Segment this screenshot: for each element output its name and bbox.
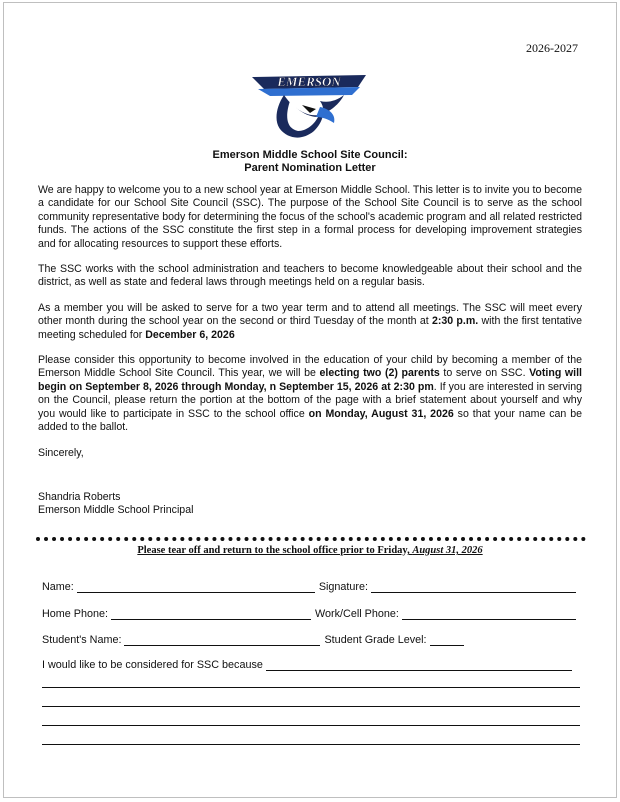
letter-page: [3, 2, 617, 798]
emerson-eagle-logo: [244, 65, 374, 145]
form-row-reason: [42, 657, 580, 671]
paragraph-2: The SSC works with the school administration and teachers to become knowledgeable about their school and the district, as well as state and federal laws through meetings held on a regular basis.: [38, 263, 582, 289]
signature-field[interactable]: [371, 581, 576, 593]
title-line-2: Parent Nomination Letter: [244, 162, 376, 174]
first-meeting-date: December 6, 2026: [145, 328, 235, 341]
principal-name: Shandria Roberts: [38, 491, 121, 503]
paragraph-3: As a member you will be asked to serve for a two year term and to attend all meetings. The SSC will meet every other month during the school year on the second or third Tuesday of the month at 2:30 p.m. with the first tentative meeting scheduled for December 6, 2026: [38, 301, 582, 341]
voting-dates: Voting will begin on September 8, 2026 through Monday, n September 15, 2026 at 2:30 pm: [38, 367, 582, 393]
name-label: Name:: [42, 581, 74, 593]
student-name-label: Student's Name:: [42, 634, 122, 646]
name-field[interactable]: [77, 581, 315, 593]
form-row-name: [42, 579, 580, 593]
tear-off-line: [36, 537, 586, 541]
return-date: on Monday, August 31, 2026: [308, 407, 454, 420]
work-phone-label: Work/Cell Phone:: [315, 608, 399, 620]
home-phone-label: Home Phone:: [42, 608, 109, 620]
principal-role: Emerson Middle School Principal: [38, 504, 194, 517]
reason-field[interactable]: [266, 659, 572, 671]
grade-level-label: Student Grade Level:: [324, 634, 427, 646]
student-name-field[interactable]: [124, 634, 320, 646]
signature-label: Signature:: [318, 581, 369, 593]
reason-line-3[interactable]: [42, 725, 580, 726]
paragraph-4: Please consider this opportunity to become involved in the education of your child by becoming a member of the Emerson Middle School Site Council. This year, we will be electing two (2) parents to serve on SSC. Voting will begin on September 8, 2026 through Monday, n September 15, 2026 at 2:30 pm. If you are interested in serving on the Council, please return the portion at the bottom of the page with a brief statement about yourself and why you would like to participate in SSC to the school office on Monday, August 31, 2026 so that your name can be added to the ballot.: [38, 354, 583, 434]
title-line-1: Emerson Middle School Site Council:: [212, 149, 408, 161]
consider-label: I would like to be considered for SSC because: [42, 659, 263, 671]
meeting-time: 2:30 p.m.: [431, 315, 479, 328]
reason-line-1[interactable]: [42, 687, 580, 688]
grade-level-field[interactable]: [430, 634, 464, 646]
reason-line-2[interactable]: [42, 706, 580, 707]
tear-off-instructions: Please tear off and return to the school office prior to Friday, August 31, 2026: [137, 545, 483, 556]
closing: Sincerely,: [38, 446, 84, 459]
reason-line-4[interactable]: [42, 744, 580, 745]
paragraph-1: We are happy to welcome you to a new school year at Emerson Middle School. This letter is to invite you to become a candidate for our School Site Council (SSC). The purpose of the School Site Council is to serve as the school community representative body for determining the focus of the school's academic program and all related restricted funds. The actions of the SSC constitute the first step in a formal process for developing improvement strategies and for allocating resources to support these efforts.: [38, 184, 582, 250]
logo-wordmark: EMERSON: [277, 74, 341, 89]
form-row-student: [42, 632, 580, 646]
form-row-phones: [42, 606, 580, 620]
work-phone-field[interactable]: [402, 608, 576, 620]
letter-title: [4, 149, 616, 175]
letter-body: [38, 184, 582, 472]
school-year: 2026-2027: [526, 41, 578, 55]
home-phone-field[interactable]: [111, 608, 311, 620]
signature-block: [38, 491, 193, 518]
